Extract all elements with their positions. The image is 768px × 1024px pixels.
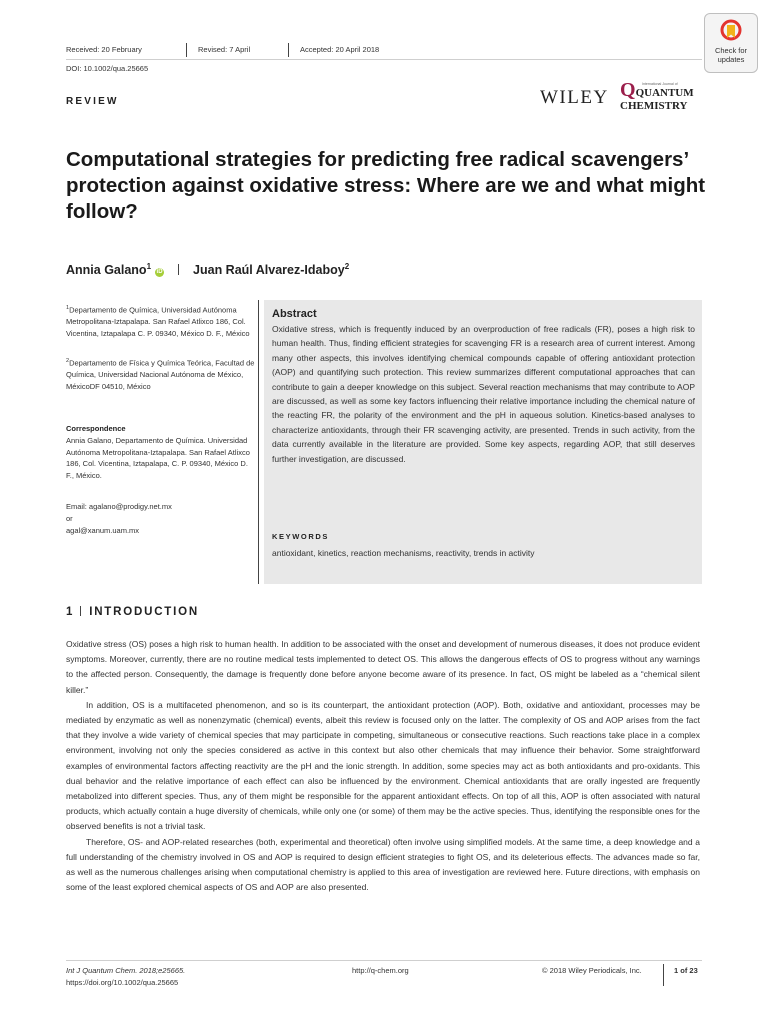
wiley-logo: WILEY (540, 87, 609, 108)
orcid-icon[interactable]: iD (156, 269, 163, 276)
revised-date: Revised: 7 April (198, 45, 251, 54)
footer-rule (66, 960, 702, 961)
paragraph: In addition, OS is a multifaceted phenomenon, and so is its counterpart, the antioxidant protection (AOP). Both, oxidative and antioxidant, processes may be mediated by enzymatic as well as nonenzymatic (chemical) events, albeit this review is focused only on the latter. The complexity of OS and AOP arises from the fact that they involve a wide variety of chemical species that may participate in competing, simultaneous or consecutive reactions. Such reactions take place in a complex environment, involving not only the species considered as active in this context but also other chemicals that may influence their behavior. Some straightforward examples of environmental factors affecting reactivity are the pH and the ionic strength. In addition, some species may act as both antioxidants and pro-oxidants. This dual behavior and the relative importance of each effect can also be influenced by the environment. Chemical antioxidants that are orally ingested are frequently metabolized into different species. Thus, any of them might be responsible for the apparent antioxidant effects. On top of all this, AOP is often associated with natural products, which actually contain a huge diversity of chemicals, while only one (or some) of them may be the active species. Thus, identifying the responsible ones for the observed benefits is not a trivial task. (66, 699, 700, 832)
bookmark-icon (720, 19, 742, 43)
author-affiliation-mark: 1 (146, 262, 152, 271)
section-number: 1 (66, 606, 75, 618)
footer-citation: Int J Quantum Chem. 2018;e25665. (66, 966, 186, 975)
affiliation-1 (66, 303, 256, 339)
abstract-text: Oxidative stress, which is frequently induced by an overproduction of free radicals (FR), poses a high risk to human health. Thus, finding efficient strategies for scavenging FR is a research area of current interest. Among many other aspects, this involves identifying chemical compounds capable of offering antioxidant protection (AOP) and quantifying such protection. This review summarizes different computational approaches that can contribute to gain a deeper knowledge on this subject. Several reaction mechanisms that may contribute to AOP are discussed, as well as some key factors influencing their relative importance including the chemical nature of the reacting FR, the polarity of the environment and the pH in aqueous solution. Kinetics-based analyses to characterize antioxidants, through their FR scavenging activity, are presented. Trends in such activity, from the data currently available in the literature are provided. Some key aspects, regarding AOP, that still deserves further investigation, are discussed. (272, 324, 695, 464)
paragraph: Therefore, OS- and AOP-related researches (both, experimental and theoretical) often involve using simplified models. At the same time, a deep knowledge and a full understanding of the chemistry involved in OS and AOP is required to design efficient strategies to fight OS, and its deleterious effects. The advances made so far, as well as the numerous challenges arising when computational chemistry is applied to this area of investigation are reviewed here. Future directions, with emphasis on some of the least explored chemical aspects of OS and AOP are also presented. (66, 836, 700, 893)
journal-logo-small: International Journal of (642, 82, 678, 86)
correspondence-or: or (66, 514, 73, 523)
journal-logo-line2-text: CHEMISTRY (620, 100, 688, 112)
footer-website-link[interactable]: http://q-chem.org (352, 966, 409, 975)
author-divider (178, 264, 179, 275)
header-rule (66, 59, 702, 60)
footer-copyright: © 2018 Wiley Periodicals, Inc. (542, 966, 642, 975)
introduction-body (66, 637, 700, 895)
article-type-label: REVIEW (66, 96, 119, 107)
journal-logo-q: Q (620, 79, 636, 101)
doi: DOI: 10.1002/qua.25665 (66, 64, 149, 73)
page-number: 1 of 23 (674, 966, 698, 975)
received-date: Received: 20 February (66, 45, 142, 54)
journal-logo-line1 (620, 79, 694, 101)
author-name[interactable]: Juan Raúl Alvarez-Idaboy (193, 263, 345, 278)
footer-divider (663, 964, 664, 986)
section-divider (80, 606, 81, 616)
affiliation-2 (66, 356, 256, 392)
correspondence-heading: Correspondence (66, 424, 126, 433)
journal-logo (620, 79, 704, 112)
author-name[interactable]: Annia Galano (66, 263, 147, 278)
correspondence-email[interactable]: Email: agalano@prodigy.net.mx (66, 502, 172, 511)
check-for-updates-button[interactable] (704, 13, 758, 73)
article-title: Computational strategies for predicting free radical scavengers’ protection against oxidative stress: Where are we and what might follow? (66, 148, 706, 223)
correspondence-address: Annia Galano, Departamento de Química. Universidad Autónoma Metropolitana-Iztapalapa. San Rafael Atlixco 186, Col. Vicentina, Iztapalapa, C. P. 09340, México D. F., México. (66, 436, 250, 480)
keywords-heading: KEYWORDS (272, 532, 329, 541)
accepted-date: Accepted: 20 April 2018 (300, 45, 380, 54)
header-divider (186, 43, 187, 57)
journal-logo-line1-text: QUANTUM (635, 87, 694, 99)
author-list (66, 262, 349, 277)
check-updates-line2: updates (717, 55, 745, 64)
section-title: INTRODUCTION (89, 606, 199, 618)
author-affiliation-mark: 2 (344, 262, 350, 271)
affiliation-mark: 2 (66, 358, 70, 364)
keywords-text: antioxidant, kinetics, reaction mechanisms, reactivity, trends in activity (272, 548, 535, 558)
affiliation-text: Departamento de Física y Química Teórica, Facultad de Química, Universidad Nacional Autónoma de México, MéxicoDF 04510, México (66, 358, 255, 391)
correspondence-email-2[interactable]: agal@xanum.uam.mx (66, 526, 140, 535)
section-heading (66, 606, 199, 618)
abstract-box (264, 300, 702, 584)
header-divider (288, 43, 289, 57)
check-updates-line1: Check for (714, 46, 748, 55)
abstract-divider (258, 300, 259, 584)
footer-doi-link[interactable]: https://doi.org/10.1002/qua.25665 (66, 978, 179, 987)
affiliation-text: Departamento de Química, Universidad Autónoma Metropolitana-Iztapalapa. San Rafael Atlixco 186, Col. Vicentina, Iztapalapa C. P. 09340, México D. F., México (66, 305, 250, 338)
abstract-heading: Abstract (272, 308, 317, 320)
affiliation-mark: 1 (66, 305, 70, 311)
paragraph: Oxidative stress (OS) poses a high risk to human health. In addition to be associated with the onset and development of numerous diseases, it does not produce evident symptoms. Moreover, currently, there are no routine medical tests implemented to detect OS. This allows the dangerous effects of OS to progress without any warnings to the affected person. Consequently, the damage is frequently done before anyone become aware of its presence. In fact, OS might be labeled as a “chemical silent killer.” (66, 639, 700, 695)
journal-logo-line2 (620, 99, 687, 112)
